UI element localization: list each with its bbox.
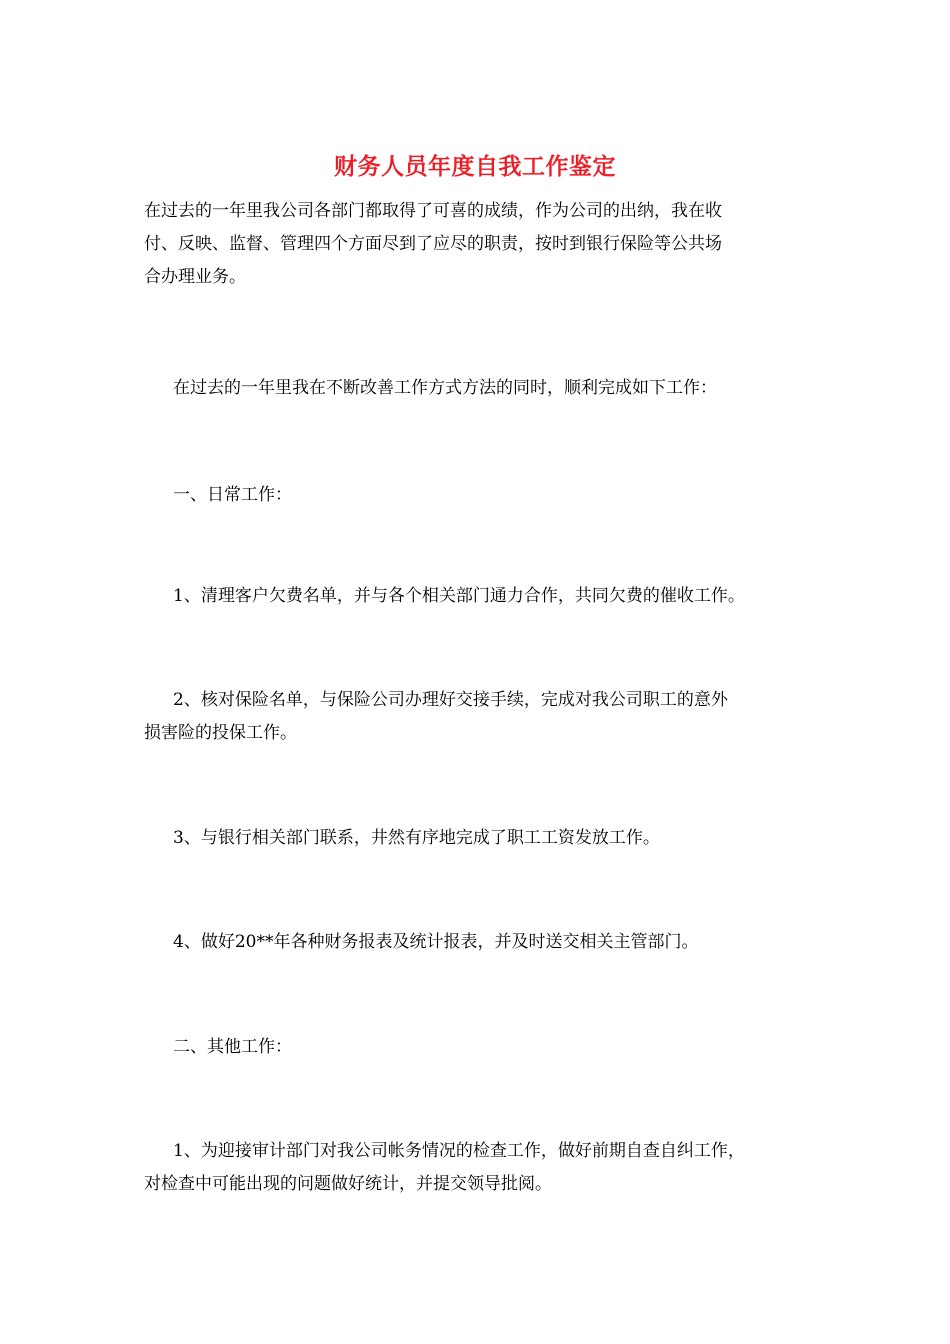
- list-item-daily-3-line-1: 3、与银行相关部门联系，井然有序地完成了职工工资发放工作。: [173, 828, 660, 848]
- list-item-daily-2-line-2: 损害险的投保工作。: [144, 723, 297, 743]
- list-item-daily-2: [144, 684, 806, 750]
- intro-line-1: 在过去的一年里我公司各部门都取得了可喜的成绩，作为公司的出纳，我在收: [144, 201, 722, 221]
- section-heading-other-text: 二、其他工作：: [173, 1037, 292, 1057]
- list-item-daily-3: [144, 822, 806, 855]
- list-item-daily-4-line-1: 4、做好20**年各种财务报表及统计报表，并及时送交相关主管部门。: [173, 932, 699, 952]
- list-item-daily-4: [144, 926, 806, 959]
- lead-line: 在过去的一年里我在不断改善工作方式方法的同时，顺利完成如下工作：: [173, 378, 717, 398]
- list-item-daily-1: [144, 580, 806, 613]
- intro-paragraph: [144, 195, 806, 294]
- section-heading-other: [144, 1031, 806, 1064]
- list-item-other-1-line-2: 对检查中可能出现的问题做好统计，并提交领导批阅。: [144, 1174, 552, 1194]
- section-heading-daily: [144, 479, 806, 512]
- list-item-other-1-line-1: 1、为迎接审计部门对我公司帐务情况的检查工作，做好前期自查自纠工作，: [173, 1141, 745, 1161]
- lead-paragraph: [144, 372, 806, 405]
- list-item-other-1: [144, 1135, 806, 1201]
- document-title: 财务人员年度自我工作鉴定: [334, 153, 616, 180]
- list-item-daily-2-line-1: 2、核对保险名单，与保险公司办理好交接手续，完成对我公司职工的意外: [173, 690, 728, 710]
- intro-line-2: 付、反映、监督、管理四个方面尽到了应尽的职责，按时到银行保险等公共场: [144, 234, 722, 254]
- list-item-daily-1-line-1: 1、清理客户欠费名单，并与各个相关部门通力合作，共同欠费的催收工作。: [173, 586, 745, 606]
- section-heading-daily-text: 一、日常工作：: [173, 485, 292, 505]
- intro-line-3: 合办理业务。: [144, 267, 246, 287]
